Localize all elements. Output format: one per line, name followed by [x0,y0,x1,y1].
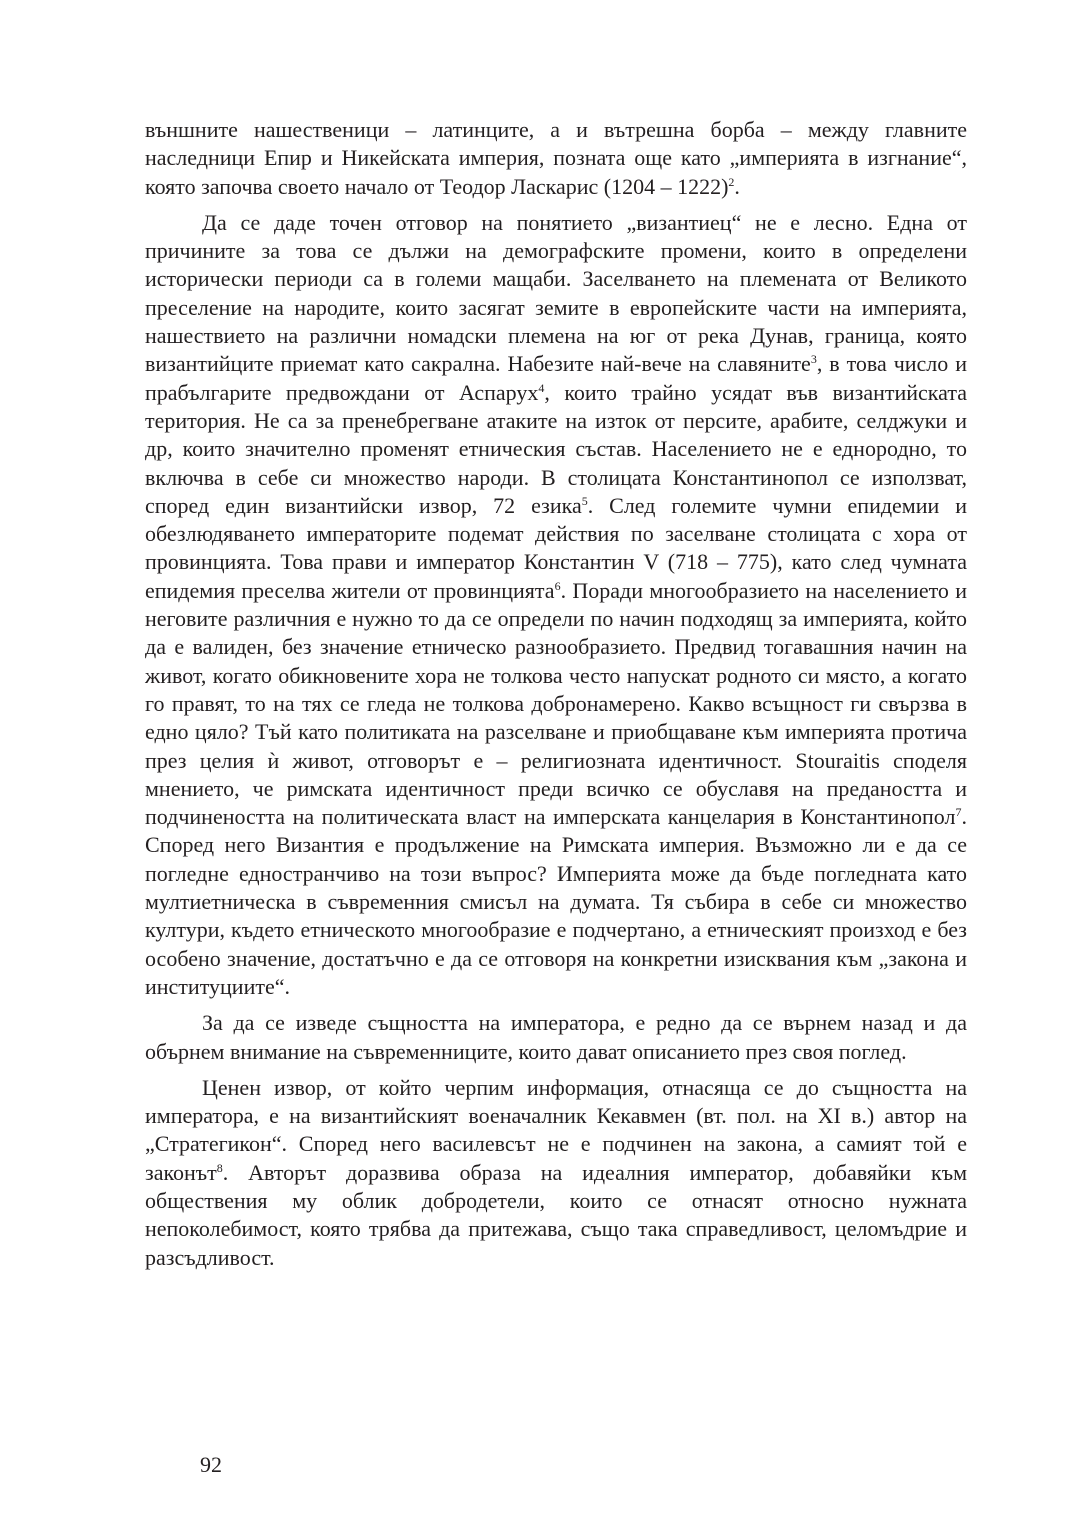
paragraph-text: За да се изведе същността на императора, е редно да се върнем назад и да обърнем внимание на съвременниците, които дават описанието през своя поглед. [145,1010,967,1064]
paragraph-text: Ценен извор, от който черпим информация, отнасяща се до същността на императора, е на византийският военачалник Кекавмен (вт. пол. на XI в.) автор на „Стратегикон“. Според него василевсът не е подчинен на закона, а самият той е законът [145,1074,967,1185]
paragraph-text: . Според него Византия е продължение на Римската империя. Възможно ли е да се погледне едностранчиво на този въпрос? Империята може да бъде погледната като мултиетническа в съвременния смисъл на думата. Тя събира в себе си множество култури, където етническото многообразие е подчертано, а етническият произход е без особено значение, достатъчно е да се отговоря на конкретни изисквания към „закона и институциите“. [145,804,967,999]
paragraph-text: външните нашественици – латинците, а и вътрешна борба – между главните наследници Епир и Никейската империя, позната още като „империята в изгнание“, която започва своето начало от Теодор Ласкарис (1204 – 1222) [145,117,967,199]
footnote-ref: 3 [810,352,817,367]
body-text [145,116,967,1272]
footnote-ref: 8 [216,1160,223,1175]
paragraph-3 [145,1009,967,1066]
paragraph-2 [145,209,967,1001]
paragraph-4 [145,1074,967,1272]
paragraph-text: . Поради многообразието на населението и неговите различния е нужно то да се определи по начин подходящ за империята, който да е валиден, без значение етническо разнообразието. Предвид тогавашния начин на живот, когато обикновените хора не толкова често напускат родното си място, а когато го правят, то на тях се гледа не толкова добронамерено. Какво всъщност ги свързва в едно цяло? Тъй като политиката на разселване и приобщаване към империята протича през целия ѝ живот, отговорът е – религиозната идентичност. Stouraitis споделя мнението, че римската идентичност преди всичко се обуславя на предаността и подчинеността на политическата власт на имперската канцелария в Константинопол [145,577,968,830]
paragraph-text: Да се даде точен отговор на понятието „византиец“ не е лесно. Една от причините за това се дължи на демографските промени, които в определени исторически периоди са в големи мащаби. Заселването на племената от Великото преселение на народите, които засягат земите в европейските части на империята, нашествието на различни номадски племена на юг от река Дунав, граница, която византийците приемат като сакрална. Набезите най-вече на славяните [145,209,967,377]
footnote-ref: 6 [554,578,561,593]
footnote-ref: 7 [955,805,962,820]
paragraph-text: . Авторът доразвива образа на идеалния император, добавяйки към обществения му облик добродетели, които се отнасят относно нужната непоколебимост, която трябва да притежава, също така справедливост, целомъдрие и разсъдливост. [145,1159,967,1270]
footnote-ref: 5 [581,493,588,508]
footnote-ref: 4 [538,380,545,395]
page-number: 92 [200,1452,222,1477]
paragraph-text: , които трайно усядат във византийската територия. Не са за пренебрегване атаките на изток от персите, арабите, селджуки и др, които значително променят етническия състав. Населението не е еднородно, то включва в себе си множество народи. В столицата Константинопол се използват, според един византийски извор, 72 езика [145,379,967,518]
paragraph-text: . След големите чумни епидемии и обезлюдяването императорите подемат действия по заселване столицата с хора от провинцията. Това прави и император Константин V (718 – 775), като след чумната епидемия преселва жители от провинцията [145,492,967,603]
paragraph-1 [145,116,967,201]
paragraph-text: . [734,173,740,199]
footnote-ref: 2 [728,174,735,189]
paragraph-text: , в това число и прабългарите предвождани от Аспарух [145,351,967,405]
